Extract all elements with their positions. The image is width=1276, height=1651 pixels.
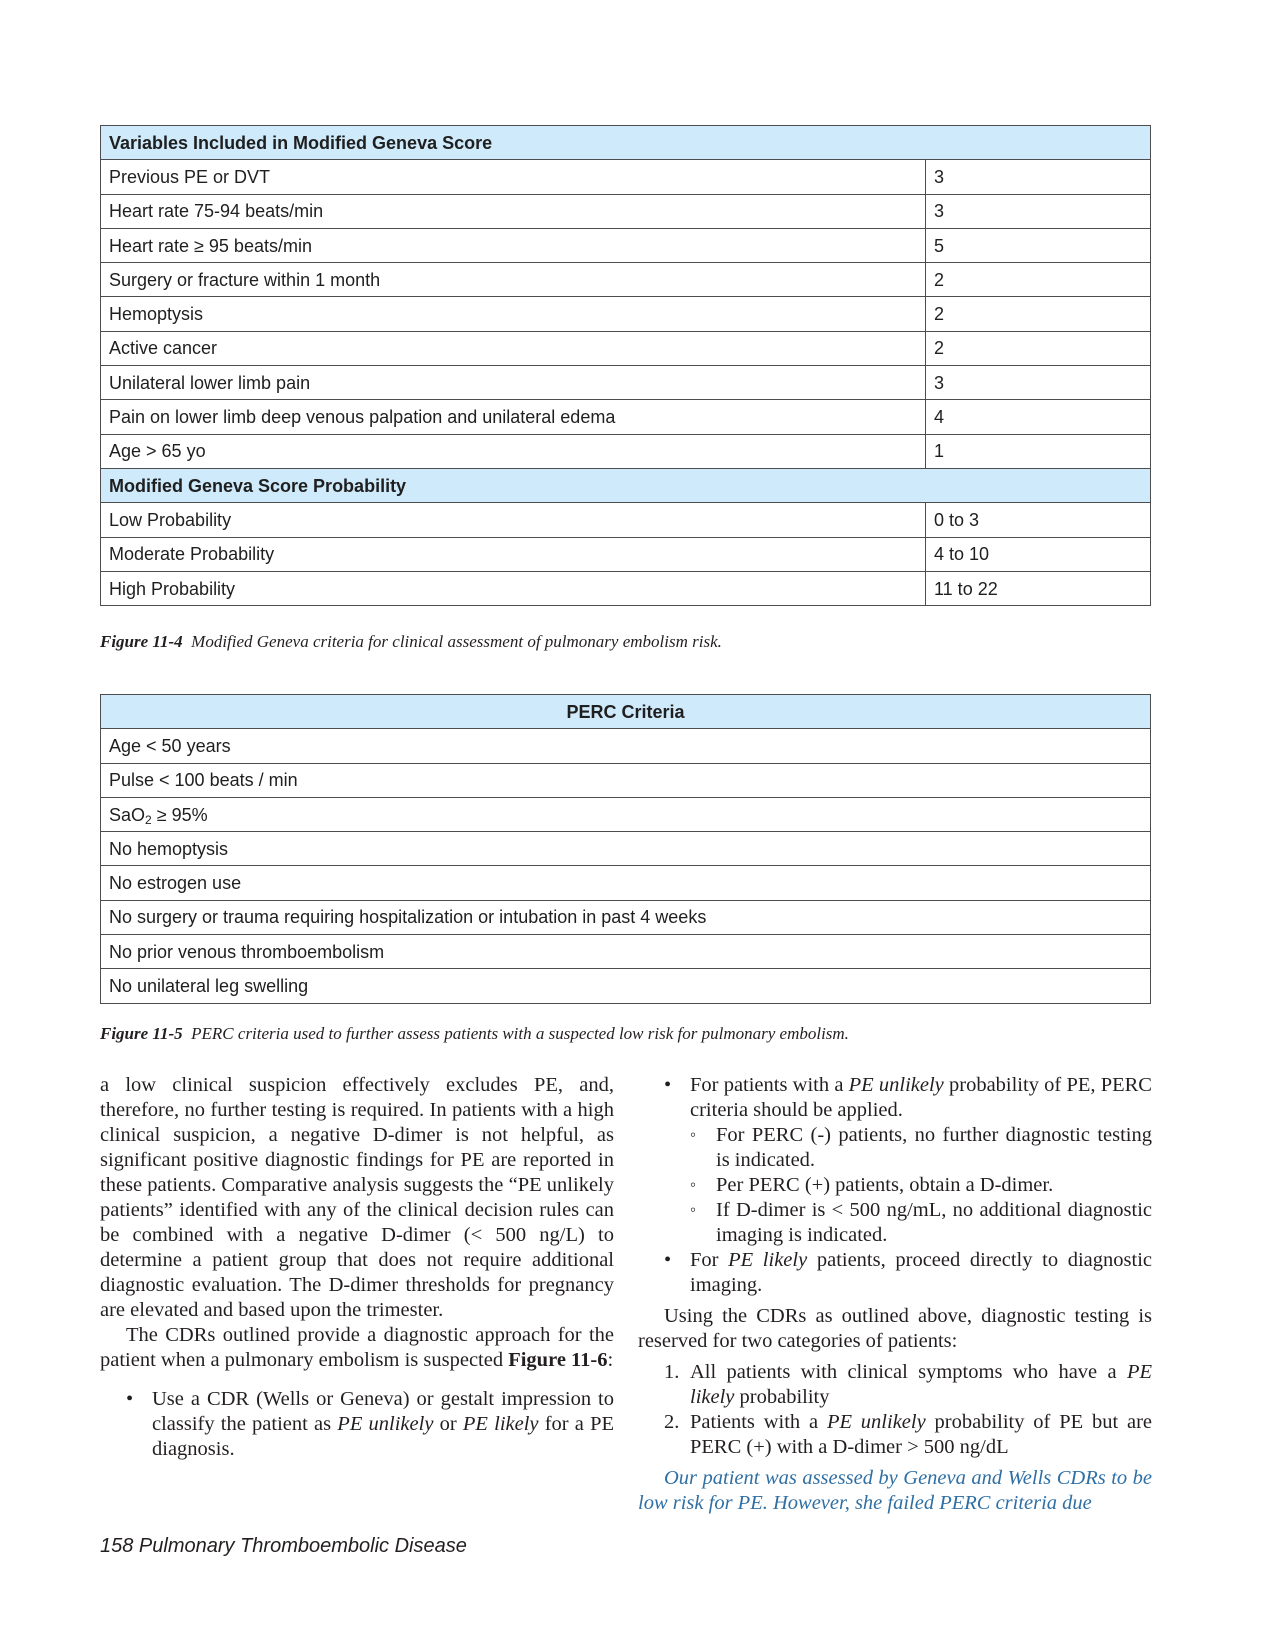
row-value: 5 — [926, 228, 1151, 262]
row-label: Heart rate ≥ 95 beats/min — [101, 228, 926, 262]
numbered-text: probability — [734, 1386, 830, 1408]
bullet-emphasis: PE unlikely — [337, 1413, 434, 1435]
table-header: Variables Included in Modified Geneva Score — [101, 126, 1151, 160]
sao2-subscript: 2 — [145, 812, 152, 827]
row-label: Unilateral lower limb pain — [101, 366, 926, 400]
numbered-emphasis: PE likely — [690, 1361, 1152, 1408]
bullet-text: For — [690, 1249, 729, 1271]
body-paragraph: a low clinical suspicion effectively excludes PE, and, therefore, no further testing is required. In patients with a high clinical suspicion, a negative D-dimer is not helpful, as significant positive diagnostic findings for PE are reported in these patients. Comparative analysis suggests the “PE unlikely patients” identified with any of the clinical decision rules can be combined with a negative D-dimer (< 500 ng/L) to determine a patient group that does not require additional diagnostic evaluation. The D-dimer thresholds for pregnancy are elevated and based upon the trimester. — [100, 1074, 614, 1321]
sao2-threshold: ≥ 95% — [151, 804, 208, 825]
row-label: No prior venous thromboembolism — [101, 935, 1151, 969]
row-label: Heart rate 75-94 beats/min — [101, 194, 926, 228]
row-value: 4 — [926, 400, 1151, 434]
row-label: No estrogen use — [101, 866, 1151, 900]
sub-bullet-marker-icon: ◦ — [690, 1175, 697, 1194]
table-row — [101, 832, 1151, 866]
numbered-text: probability of PE but are PERC (+) with a D-dimer > 500 ng/dL — [690, 1411, 1152, 1458]
figure-label: Figure 11-5 — [100, 1024, 183, 1043]
table-row — [101, 331, 1151, 365]
bullet-item — [126, 1387, 614, 1462]
bullet-item — [664, 1248, 1152, 1298]
figure-caption-text: Modified Geneva criteria for clinical assessment of pulmonary embolism risk. — [191, 632, 722, 651]
row-label: No hemoptysis — [101, 832, 1151, 866]
row-label: Low Probability — [101, 503, 926, 537]
sub-bullet-marker-icon: ◦ — [690, 1200, 697, 1219]
row-value: 1 — [926, 434, 1151, 468]
row-label: Age < 50 years — [101, 729, 1151, 763]
list-number: 1. — [664, 1361, 680, 1383]
bullet-text: patients, proceed directly to diagnostic imaging. — [690, 1249, 1152, 1296]
figure-caption-text: PERC criteria used to further assess patients with a suspected low risk for pulmonary embolism. — [191, 1024, 849, 1043]
bullet-text: probability of PE, PERC criteria should be applied. — [690, 1074, 1152, 1121]
table-row — [101, 400, 1151, 434]
row-value: 3 — [926, 160, 1151, 194]
table-row — [101, 228, 1151, 262]
table-row — [101, 900, 1151, 934]
table-row — [101, 160, 1151, 194]
row-label: Pain on lower limb deep venous palpation and unilateral edema — [101, 400, 926, 434]
table-row — [101, 866, 1151, 900]
table-header-row — [101, 126, 1151, 160]
bullet-emphasis: PE likely — [462, 1413, 539, 1435]
bullet-emphasis: PE unlikely — [848, 1074, 944, 1096]
table-row — [101, 297, 1151, 331]
numbered-text: Patients with a — [690, 1411, 827, 1433]
sao2-text: SaO — [109, 804, 146, 825]
row-label: Age > 65 yo — [101, 434, 926, 468]
numbered-item — [664, 1410, 1152, 1460]
row-label: Active cancer — [101, 331, 926, 365]
sub-bullet-text: Per PERC (+) patients, obtain a D-dimer. — [716, 1174, 1054, 1196]
bullet-marker-icon: • — [664, 1074, 672, 1096]
bullet-item — [664, 1073, 1152, 1123]
table-header: PERC Criteria — [101, 695, 1151, 729]
bullet-marker-icon: • — [126, 1388, 134, 1410]
modified-geneva-table — [100, 125, 1151, 606]
row-label: Pulse < 100 beats / min — [101, 763, 1151, 797]
sub-bullet-item — [690, 1123, 1152, 1173]
table-row — [101, 935, 1151, 969]
case-note: Our patient was assessed by Geneva and Wells CDRs to be low risk for PE. However, she failed PERC criteria due — [638, 1467, 1152, 1514]
table-subheader-row — [101, 468, 1151, 502]
sub-bullet-text: For PERC (-) patients, no further diagnostic testing is indicated. — [716, 1124, 1152, 1171]
bullet-text: Use a CDR (Wells or Geneva) or gestalt impression to classify the patient as — [152, 1388, 614, 1435]
bullet-text: or — [433, 1413, 463, 1435]
perc-criteria-table — [100, 694, 1151, 1004]
paragraph-text: The CDRs outlined provide a diagnostic approach for the patient when a pulmonary embolism is suspected — [100, 1324, 614, 1371]
table-row — [101, 797, 1151, 831]
body-paragraph — [100, 1323, 614, 1373]
sub-bullet-marker-icon: ◦ — [690, 1125, 697, 1144]
table-row — [101, 537, 1151, 571]
row-value: 3 — [926, 194, 1151, 228]
table-row — [101, 969, 1151, 1003]
row-label: Moderate Probability — [101, 537, 926, 571]
figure-label: Figure 11-4 — [100, 632, 183, 651]
row-label: Previous PE or DVT — [101, 160, 926, 194]
bullet-text: for a PE diagnosis. — [152, 1413, 615, 1460]
row-label-sao2 — [101, 797, 1151, 831]
bullet-emphasis: PE likely — [728, 1249, 808, 1271]
sub-bullet-item — [690, 1198, 1152, 1248]
figure-caption — [100, 1024, 849, 1044]
numbered-item — [664, 1360, 1152, 1410]
table-row — [101, 263, 1151, 297]
sub-bullet-text: If D-dimer is < 500 ng/mL, no additional diagnostic imaging is indicated. — [716, 1199, 1152, 1246]
table-row — [101, 194, 1151, 228]
body-column-left — [100, 1073, 614, 1462]
row-value: 2 — [926, 263, 1151, 297]
table-row — [101, 571, 1151, 605]
numbered-emphasis: PE unlikely — [826, 1411, 926, 1433]
table-row — [101, 503, 1151, 537]
table-row — [101, 729, 1151, 763]
bullet-marker-icon: • — [664, 1249, 672, 1271]
row-value: 3 — [926, 366, 1151, 400]
numbered-text: All patients with clinical symptoms who have a — [690, 1361, 1127, 1383]
row-label: No unilateral leg swelling — [101, 969, 1151, 1003]
table-header-row — [101, 695, 1151, 729]
row-value: 11 to 22 — [926, 571, 1151, 605]
figure-reference: Figure 11-6 — [508, 1349, 608, 1371]
table-row — [101, 366, 1151, 400]
table-row — [101, 763, 1151, 797]
table-row — [101, 434, 1151, 468]
body-paragraph: Using the CDRs as outlined above, diagnostic testing is reserved for two categories of patients: — [638, 1305, 1152, 1352]
table-subheader: Modified Geneva Score Probability — [101, 468, 1151, 502]
row-value: 0 to 3 — [926, 503, 1151, 537]
list-number: 2. — [664, 1411, 680, 1433]
page-footer: 158 Pulmonary Thromboembolic Disease — [100, 1535, 467, 1557]
row-label: High Probability — [101, 571, 926, 605]
row-label: No surgery or trauma requiring hospitalization or intubation in past 4 weeks — [101, 900, 1151, 934]
row-value: 2 — [926, 297, 1151, 331]
figure-caption — [100, 632, 722, 652]
bullet-text: For patients with a — [690, 1074, 849, 1096]
sub-bullet-item — [690, 1173, 1152, 1198]
row-label: Surgery or fracture within 1 month — [101, 263, 926, 297]
row-value: 4 to 10 — [926, 537, 1151, 571]
paragraph-text: : — [607, 1349, 614, 1371]
body-column-right — [638, 1073, 1152, 1516]
row-label: Hemoptysis — [101, 297, 926, 331]
row-value: 2 — [926, 331, 1151, 365]
